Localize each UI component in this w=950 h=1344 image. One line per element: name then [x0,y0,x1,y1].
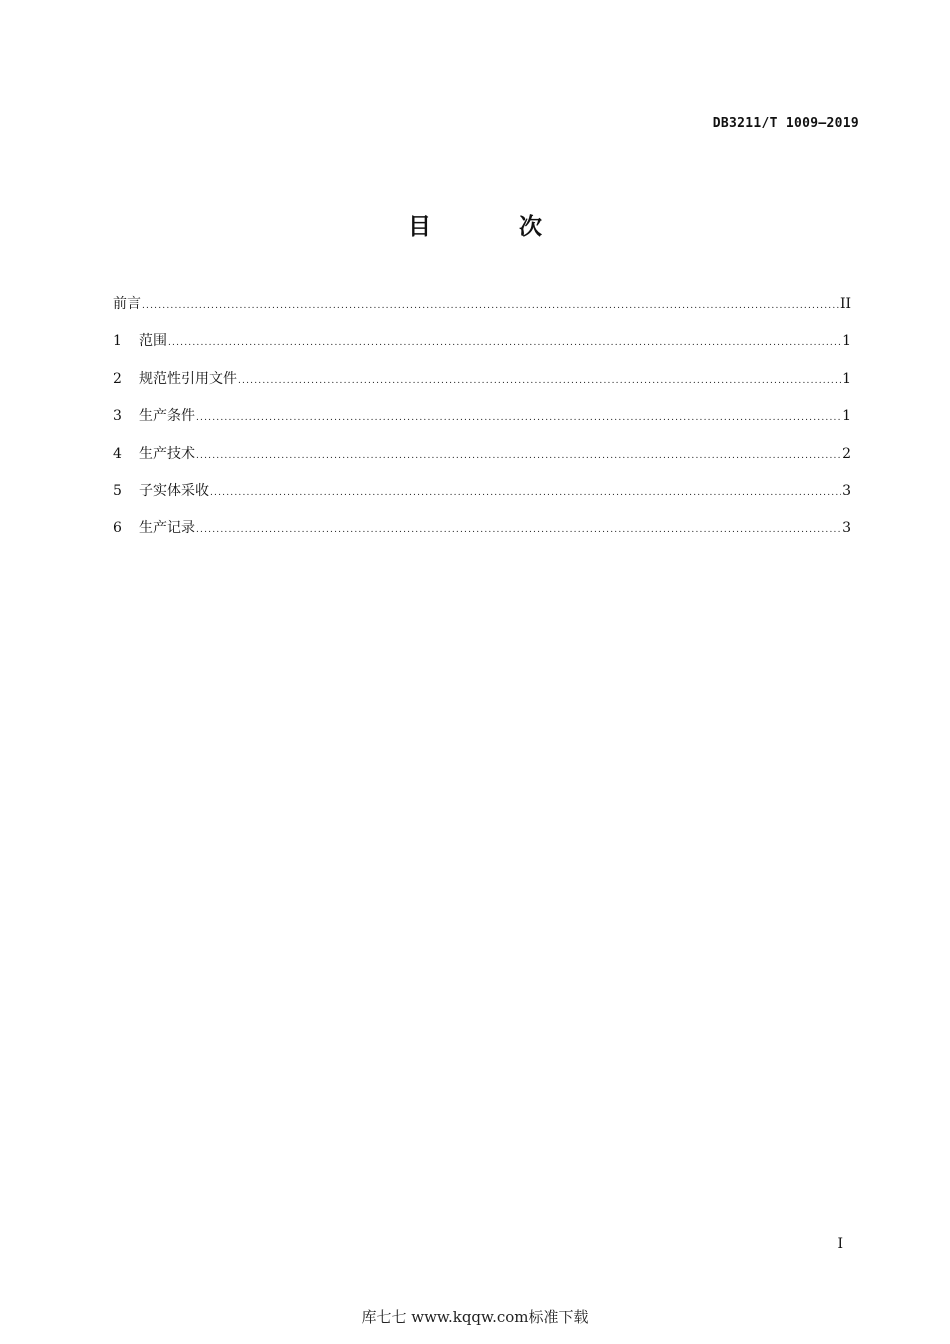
toc-entry-scope[interactable] [113,331,851,368]
toc-leader-dots [196,520,841,540]
toc-entry-production-technology[interactable] [113,444,851,481]
toc-entry-number: 4 [113,445,122,462]
toc-leader-dots [196,408,841,428]
toc-leader-dots [196,446,841,466]
toc-entry-page: II [839,296,851,312]
toc-entry-page: 1 [842,333,851,350]
toc-entry-page: 3 [842,520,851,537]
toc-leader-dots [210,483,841,503]
toc-entry-number: 2 [113,370,122,387]
page-number: I [837,1236,843,1252]
toc-entry-foreword[interactable] [113,294,851,331]
standard-code: DB3211/T 1009—2019 [712,116,859,131]
toc-entry-label: 子实体采收 [139,482,209,499]
toc-entry-page: 1 [842,370,851,387]
toc-entry-number: 3 [113,408,122,425]
toc-entry-label: 生产条件 [139,408,195,425]
table-of-contents [113,294,851,556]
toc-entry-number: 6 [113,520,122,537]
toc-entry-production-records[interactable] [113,518,851,555]
toc-entry-production-conditions[interactable] [113,406,851,443]
toc-entry-number: 5 [113,482,122,499]
toc-entry-normative-references[interactable] [113,369,851,406]
page-title: 目 次 [407,214,582,240]
toc-entry-label: 生产技术 [139,445,195,462]
toc-leader-dots [168,333,841,353]
watermark-text: 库七七 www.kqqw.com标准下载 [361,1308,589,1326]
toc-entry-label: 生产记录 [139,520,195,537]
toc-entry-page: 3 [842,482,851,499]
toc-entry-label: 范围 [139,333,167,350]
toc-entry-number: 1 [113,333,122,350]
toc-leader-dots [238,371,841,391]
toc-entry-label: 规范性引用文件 [139,370,237,387]
toc-entry-page: 1 [842,408,851,425]
toc-leader-dots [142,296,839,316]
toc-entry-label: 前言 [113,296,141,312]
toc-entry-page: 2 [842,445,851,462]
toc-entry-harvesting[interactable] [113,481,851,518]
